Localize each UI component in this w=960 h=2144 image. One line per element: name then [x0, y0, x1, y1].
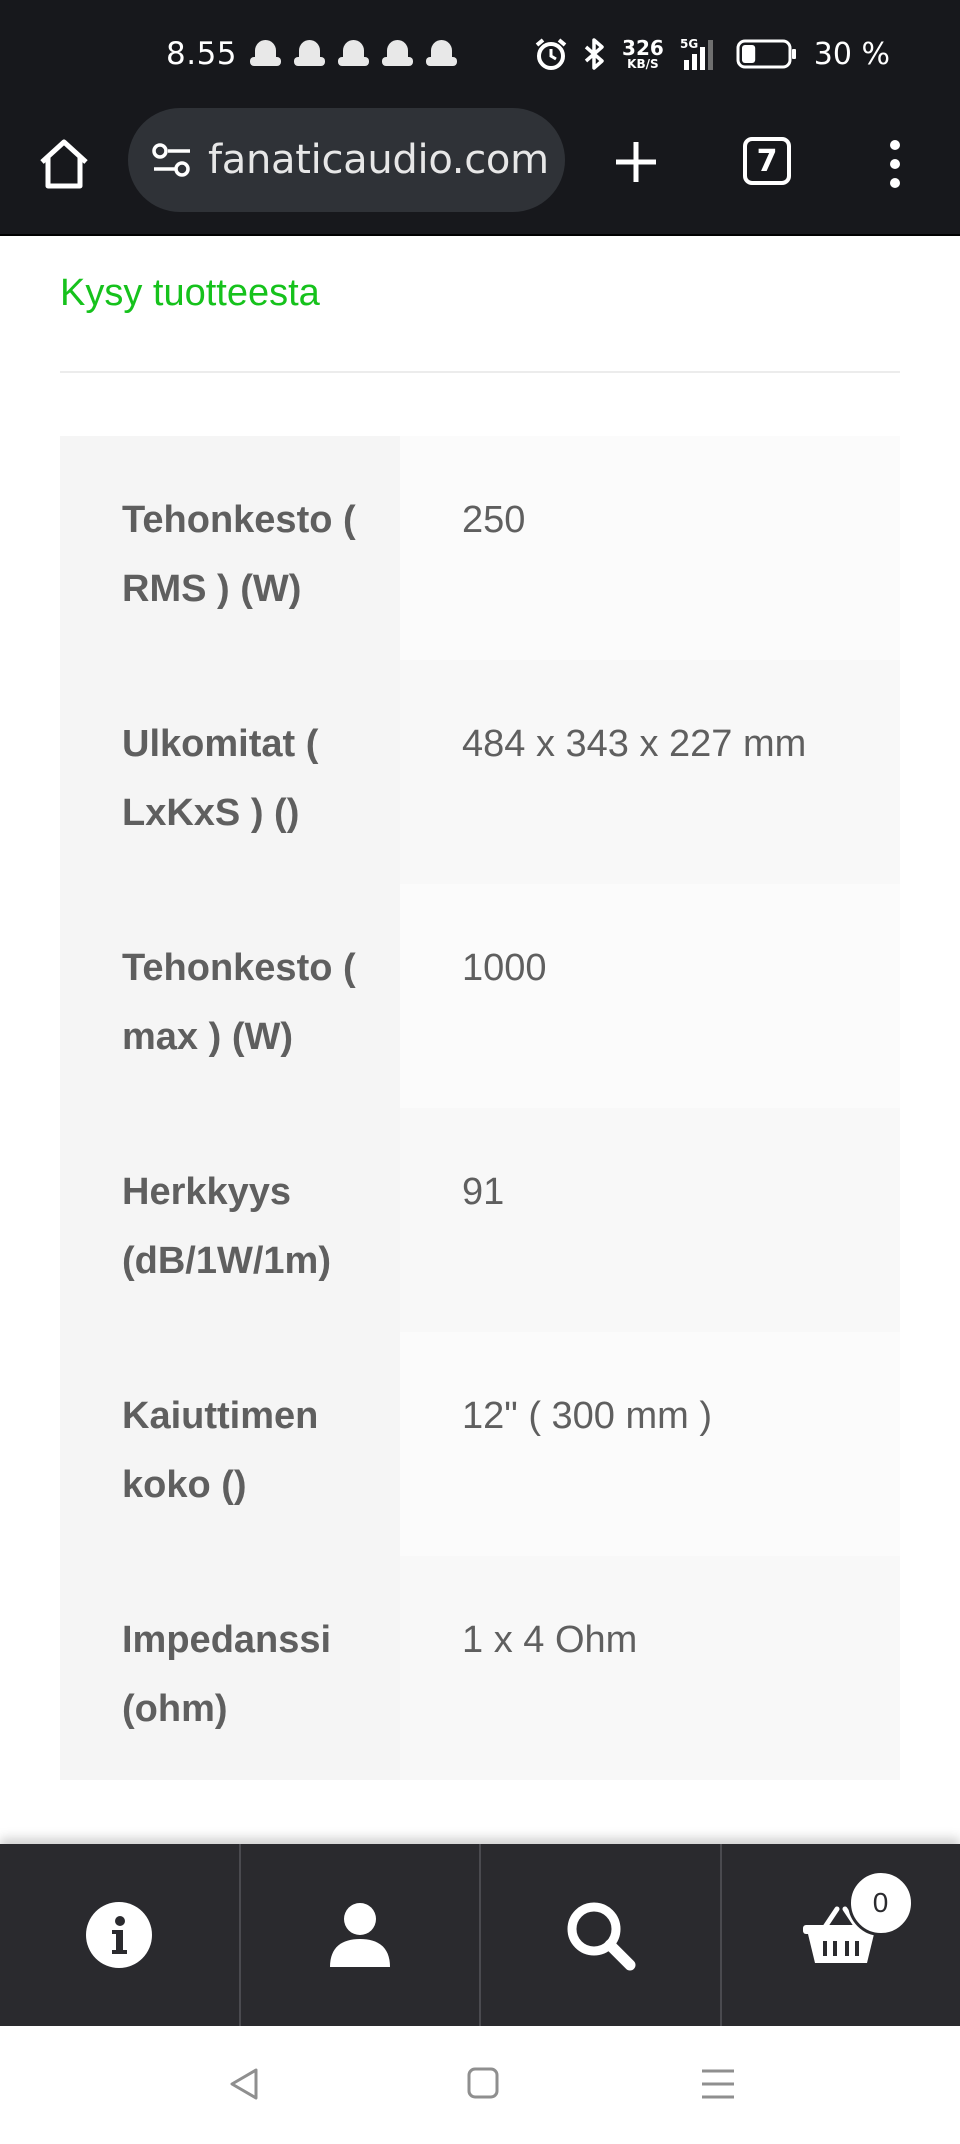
spec-key: Herkkyys (dB/1W/1m) [60, 1108, 400, 1332]
spec-key: Impedanssi (ohm) [60, 1556, 400, 1780]
home-button[interactable] [36, 136, 92, 192]
snapchat-icon [426, 38, 457, 69]
menu-dot [890, 178, 900, 188]
site-settings-button[interactable] [150, 138, 194, 182]
system-back-button[interactable] [226, 2066, 262, 2106]
battery-percent: 30 % [813, 36, 890, 72]
spec-row [60, 884, 900, 1108]
bottom-nav [0, 1844, 960, 2026]
spec-row [60, 1108, 900, 1332]
plus-icon [613, 139, 659, 185]
network-speed [622, 38, 664, 70]
snapchat-icon [382, 38, 413, 69]
notification-icons [250, 38, 457, 69]
browser-toolbar [0, 108, 960, 236]
bluetooth-icon [582, 37, 608, 71]
url-text[interactable]: fanaticaudio.com [208, 137, 549, 183]
divider [60, 371, 900, 373]
home-square-icon [466, 2066, 500, 2100]
spec-value: 484 x 343 x 227 mm [400, 660, 900, 884]
ask-about-product-link[interactable]: Kysy tuotteesta [60, 272, 320, 314]
spec-row [60, 1332, 900, 1556]
network-speed-unit: KB/S [627, 57, 659, 71]
spec-value: 1 x 4 Ohm [400, 1556, 900, 1780]
spec-key: Ulkomitat ( LxKxS ) () [60, 660, 400, 884]
spec-key: Tehonkesto ( max ) (W) [60, 884, 400, 1108]
account-button[interactable] [241, 1844, 482, 2026]
recents-lines-icon [700, 2066, 736, 2102]
menu-dot [890, 159, 900, 169]
address-bar[interactable] [128, 108, 565, 212]
tab-switcher-button[interactable] [743, 137, 791, 185]
new-tab-button[interactable] [606, 132, 666, 192]
network-speed-value: 326 [622, 36, 664, 60]
info-icon [85, 1901, 153, 1969]
tune-icon [150, 142, 194, 178]
status-bar [0, 0, 960, 108]
signal-icon [678, 36, 722, 72]
network-type-label: 5G [679, 37, 698, 51]
back-triangle-icon [226, 2066, 262, 2102]
alarm-icon [534, 37, 568, 71]
spec-value: 91 [400, 1108, 900, 1332]
spec-key: Kaiuttimen koko () [60, 1332, 400, 1556]
menu-dot [890, 140, 900, 150]
spec-row [60, 1556, 900, 1780]
search-icon [564, 1899, 636, 1971]
system-nav-bar [0, 2026, 960, 2144]
system-icons [534, 32, 890, 76]
snapchat-icon [250, 38, 281, 69]
user-icon [328, 1901, 392, 1969]
snapchat-icon [338, 38, 369, 69]
system-home-button[interactable] [466, 2066, 500, 2104]
snapchat-icon [294, 38, 325, 69]
home-icon [37, 138, 91, 190]
spec-table [60, 436, 900, 1780]
status-time: 8.55 [166, 36, 238, 72]
system-recents-button[interactable] [700, 2066, 736, 2106]
spec-value: 12" ( 300 mm ) [400, 1332, 900, 1556]
tab-count: 7 [756, 143, 778, 179]
spec-value: 1000 [400, 884, 900, 1108]
battery-icon [736, 39, 798, 69]
info-button[interactable] [0, 1844, 241, 2026]
cart-button[interactable] [722, 1844, 960, 2026]
spec-key: Tehonkesto ( RMS ) (W) [60, 436, 400, 660]
cart-count-badge: 0 [848, 1870, 914, 1936]
page-content [0, 236, 960, 1844]
spec-row [60, 660, 900, 884]
search-button[interactable] [481, 1844, 722, 2026]
spec-row [60, 436, 900, 660]
spec-value: 250 [400, 436, 900, 660]
browser-menu-button[interactable] [880, 134, 910, 194]
